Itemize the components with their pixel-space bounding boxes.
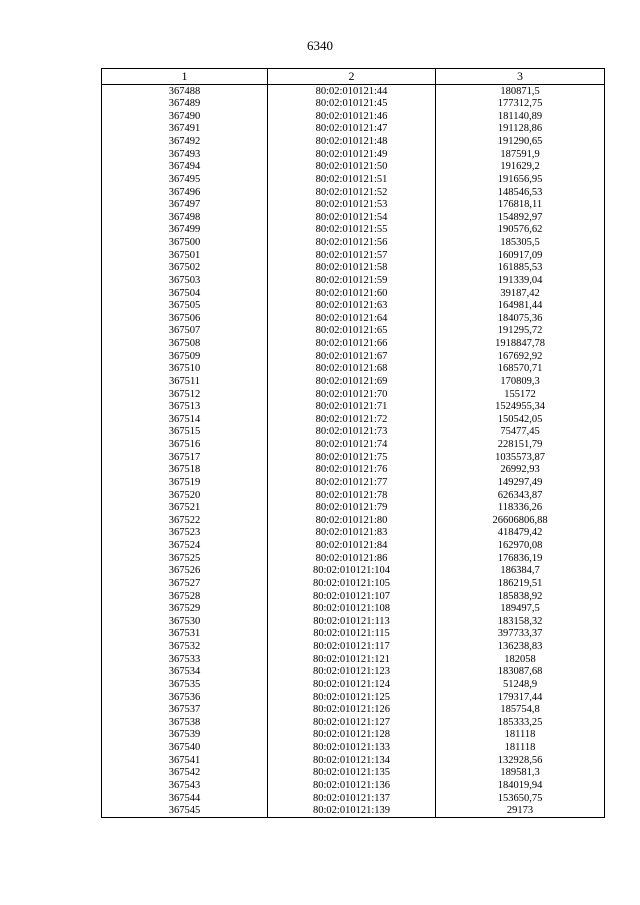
data-table xyxy=(101,68,605,818)
record-number-cell: 367533 xyxy=(102,653,268,666)
value-cell: 191629,2 xyxy=(436,161,605,174)
cadastral-number-cell: 80:02:010121:117 xyxy=(268,641,436,654)
table-row xyxy=(102,312,605,325)
table-row xyxy=(102,110,605,123)
value-cell: 168570,71 xyxy=(436,363,605,376)
cadastral-number-cell: 80:02:010121:80 xyxy=(268,514,436,527)
cadastral-number-cell: 80:02:010121:79 xyxy=(268,502,436,515)
record-number-cell: 367525 xyxy=(102,552,268,565)
cadastral-number-cell: 80:02:010121:60 xyxy=(268,287,436,300)
value-cell: 118336,26 xyxy=(436,502,605,515)
header-row xyxy=(102,69,605,85)
cadastral-number-cell: 80:02:010121:135 xyxy=(268,767,436,780)
value-cell: 148546,53 xyxy=(436,186,605,199)
value-cell: 161885,53 xyxy=(436,262,605,275)
cadastral-number-cell: 80:02:010121:128 xyxy=(268,729,436,742)
record-number-cell: 367514 xyxy=(102,413,268,426)
record-number-cell: 367543 xyxy=(102,779,268,792)
table-row xyxy=(102,691,605,704)
table-row xyxy=(102,653,605,666)
cadastral-number-cell: 80:02:010121:58 xyxy=(268,262,436,275)
value-cell: 183087,68 xyxy=(436,666,605,679)
table-row xyxy=(102,704,605,717)
value-cell: 155172 xyxy=(436,388,605,401)
table-row xyxy=(102,262,605,275)
table-row xyxy=(102,186,605,199)
table-row xyxy=(102,514,605,527)
cadastral-number-cell: 80:02:010121:107 xyxy=(268,590,436,603)
value-cell: 136238,83 xyxy=(436,641,605,654)
record-number-cell: 367520 xyxy=(102,489,268,502)
value-cell: 191295,72 xyxy=(436,325,605,338)
value-cell: 160917,09 xyxy=(436,249,605,262)
cadastral-number-cell: 80:02:010121:70 xyxy=(268,388,436,401)
table-row xyxy=(102,729,605,742)
cadastral-number-cell: 80:02:010121:49 xyxy=(268,148,436,161)
cadastral-number-cell: 80:02:010121:44 xyxy=(268,85,436,98)
value-cell: 180871,5 xyxy=(436,85,605,98)
cadastral-number-cell: 80:02:010121:83 xyxy=(268,527,436,540)
value-cell: 191656,95 xyxy=(436,173,605,186)
record-number-cell: 367529 xyxy=(102,603,268,616)
value-cell: 626343,87 xyxy=(436,489,605,502)
table-row xyxy=(102,754,605,767)
page-number: 6340 xyxy=(307,38,333,53)
table-row xyxy=(102,338,605,351)
cadastral-number-cell: 80:02:010121:124 xyxy=(268,678,436,691)
cadastral-number-cell: 80:02:010121:67 xyxy=(268,350,436,363)
cadastral-number-cell: 80:02:010121:64 xyxy=(268,312,436,325)
record-number-cell: 367499 xyxy=(102,224,268,237)
record-number-cell: 367506 xyxy=(102,312,268,325)
record-number-cell: 367523 xyxy=(102,527,268,540)
record-number-cell: 367497 xyxy=(102,199,268,212)
record-number-cell: 367517 xyxy=(102,451,268,464)
table-row xyxy=(102,767,605,780)
cadastral-number-cell: 80:02:010121:50 xyxy=(268,161,436,174)
cadastral-number-cell: 80:02:010121:66 xyxy=(268,338,436,351)
table-row xyxy=(102,742,605,755)
value-cell: 177312,75 xyxy=(436,98,605,111)
record-number-cell: 367522 xyxy=(102,514,268,527)
value-cell: 187591,9 xyxy=(436,148,605,161)
value-cell: 184075,36 xyxy=(436,312,605,325)
cadastral-number-cell: 80:02:010121:65 xyxy=(268,325,436,338)
value-cell: 191128,86 xyxy=(436,123,605,136)
value-cell: 182058 xyxy=(436,653,605,666)
value-cell: 176836,19 xyxy=(436,552,605,565)
value-cell: 181118 xyxy=(436,742,605,755)
record-number-cell: 367509 xyxy=(102,350,268,363)
table-row xyxy=(102,274,605,287)
record-number-cell: 367501 xyxy=(102,249,268,262)
record-number-cell: 367531 xyxy=(102,628,268,641)
value-cell: 1918847,78 xyxy=(436,338,605,351)
cadastral-number-cell: 80:02:010121:71 xyxy=(268,401,436,414)
cadastral-number-cell: 80:02:010121:134 xyxy=(268,754,436,767)
record-number-cell: 367524 xyxy=(102,540,268,553)
table-row xyxy=(102,552,605,565)
value-cell: 179317,44 xyxy=(436,691,605,704)
record-number-cell: 367537 xyxy=(102,704,268,717)
table-row xyxy=(102,426,605,439)
cadastral-number-cell: 80:02:010121:121 xyxy=(268,653,436,666)
table-row xyxy=(102,464,605,477)
record-number-cell: 367495 xyxy=(102,173,268,186)
cadastral-number-cell: 80:02:010121:105 xyxy=(268,577,436,590)
cadastral-number-cell: 80:02:010121:75 xyxy=(268,451,436,464)
table-row xyxy=(102,161,605,174)
header-col-2: 2 xyxy=(268,69,436,85)
cadastral-number-cell: 80:02:010121:126 xyxy=(268,704,436,717)
table-row xyxy=(102,325,605,338)
record-number-cell: 367516 xyxy=(102,439,268,452)
cadastral-number-cell: 80:02:010121:51 xyxy=(268,173,436,186)
record-number-cell: 367545 xyxy=(102,805,268,818)
value-cell: 191339,04 xyxy=(436,274,605,287)
record-number-cell: 367500 xyxy=(102,237,268,250)
value-cell: 154892,97 xyxy=(436,211,605,224)
record-number-cell: 367542 xyxy=(102,767,268,780)
value-cell: 1524955,34 xyxy=(436,401,605,414)
record-number-cell: 367512 xyxy=(102,388,268,401)
value-cell: 189497,5 xyxy=(436,603,605,616)
cadastral-number-cell: 80:02:010121:69 xyxy=(268,375,436,388)
cadastral-number-cell: 80:02:010121:125 xyxy=(268,691,436,704)
value-cell: 181140,89 xyxy=(436,110,605,123)
table-row xyxy=(102,628,605,641)
value-cell: 228151,79 xyxy=(436,439,605,452)
table-row xyxy=(102,413,605,426)
table-row xyxy=(102,249,605,262)
cadastral-number-cell: 80:02:010121:45 xyxy=(268,98,436,111)
table-row xyxy=(102,590,605,603)
record-number-cell: 367532 xyxy=(102,641,268,654)
value-cell: 51248,9 xyxy=(436,678,605,691)
table-row xyxy=(102,300,605,313)
value-cell: 185754,8 xyxy=(436,704,605,717)
value-cell: 149297,49 xyxy=(436,476,605,489)
value-cell: 170809,3 xyxy=(436,375,605,388)
value-cell: 29173 xyxy=(436,805,605,818)
value-cell: 167692,92 xyxy=(436,350,605,363)
table-row xyxy=(102,476,605,489)
table-row xyxy=(102,85,605,98)
cadastral-number-cell: 80:02:010121:104 xyxy=(268,565,436,578)
cadastral-number-cell: 80:02:010121:77 xyxy=(268,476,436,489)
table-row xyxy=(102,148,605,161)
cadastral-number-cell: 80:02:010121:73 xyxy=(268,426,436,439)
table-row xyxy=(102,641,605,654)
table-row xyxy=(102,287,605,300)
value-cell: 164981,44 xyxy=(436,300,605,313)
value-cell: 397733,37 xyxy=(436,628,605,641)
record-number-cell: 367535 xyxy=(102,678,268,691)
table-row xyxy=(102,375,605,388)
record-number-cell: 367503 xyxy=(102,274,268,287)
table-row xyxy=(102,224,605,237)
record-number-cell: 367518 xyxy=(102,464,268,477)
record-number-cell: 367528 xyxy=(102,590,268,603)
record-number-cell: 367488 xyxy=(102,85,268,98)
record-number-cell: 367490 xyxy=(102,110,268,123)
value-cell: 191290,65 xyxy=(436,136,605,149)
record-number-cell: 367541 xyxy=(102,754,268,767)
table-row xyxy=(102,615,605,628)
record-number-cell: 367489 xyxy=(102,98,268,111)
table-row xyxy=(102,603,605,616)
table-row xyxy=(102,237,605,250)
cadastral-number-cell: 80:02:010121:133 xyxy=(268,742,436,755)
cadastral-number-cell: 80:02:010121:127 xyxy=(268,716,436,729)
cadastral-number-cell: 80:02:010121:137 xyxy=(268,792,436,805)
record-number-cell: 367493 xyxy=(102,148,268,161)
value-cell: 26606806,88 xyxy=(436,514,605,527)
table-row xyxy=(102,199,605,212)
value-cell: 185838,92 xyxy=(436,590,605,603)
record-number-cell: 367510 xyxy=(102,363,268,376)
cadastral-number-cell: 80:02:010121:63 xyxy=(268,300,436,313)
record-number-cell: 367498 xyxy=(102,211,268,224)
table-row xyxy=(102,489,605,502)
value-cell: 186219,51 xyxy=(436,577,605,590)
record-number-cell: 367527 xyxy=(102,577,268,590)
table-row xyxy=(102,502,605,515)
value-cell: 184019,94 xyxy=(436,779,605,792)
record-number-cell: 367507 xyxy=(102,325,268,338)
cadastral-number-cell: 80:02:010121:52 xyxy=(268,186,436,199)
record-number-cell: 367515 xyxy=(102,426,268,439)
value-cell: 181118 xyxy=(436,729,605,742)
value-cell: 185305,5 xyxy=(436,237,605,250)
table-row xyxy=(102,350,605,363)
value-cell: 75477,45 xyxy=(436,426,605,439)
record-number-cell: 367519 xyxy=(102,476,268,489)
cadastral-number-cell: 80:02:010121:78 xyxy=(268,489,436,502)
table-row xyxy=(102,716,605,729)
cadastral-number-cell: 80:02:010121:113 xyxy=(268,615,436,628)
table-body xyxy=(102,85,605,818)
cadastral-number-cell: 80:02:010121:86 xyxy=(268,552,436,565)
record-number-cell: 367494 xyxy=(102,161,268,174)
record-number-cell: 367534 xyxy=(102,666,268,679)
table-row xyxy=(102,540,605,553)
table-row xyxy=(102,779,605,792)
cadastral-number-cell: 80:02:010121:54 xyxy=(268,211,436,224)
record-number-cell: 367538 xyxy=(102,716,268,729)
cadastral-number-cell: 80:02:010121:47 xyxy=(268,123,436,136)
record-number-cell: 367502 xyxy=(102,262,268,275)
record-number-cell: 367492 xyxy=(102,136,268,149)
cadastral-number-cell: 80:02:010121:76 xyxy=(268,464,436,477)
cadastral-number-cell: 80:02:010121:68 xyxy=(268,363,436,376)
cadastral-number-cell: 80:02:010121:115 xyxy=(268,628,436,641)
cadastral-number-cell: 80:02:010121:53 xyxy=(268,199,436,212)
cadastral-number-cell: 80:02:010121:46 xyxy=(268,110,436,123)
table-row xyxy=(102,678,605,691)
table-row xyxy=(102,805,605,818)
record-number-cell: 367526 xyxy=(102,565,268,578)
table-row xyxy=(102,451,605,464)
table-row xyxy=(102,173,605,186)
value-cell: 1035573,87 xyxy=(436,451,605,464)
value-cell: 150542,05 xyxy=(436,413,605,426)
record-number-cell: 367513 xyxy=(102,401,268,414)
value-cell: 39187,42 xyxy=(436,287,605,300)
value-cell: 189581,3 xyxy=(436,767,605,780)
table-row xyxy=(102,363,605,376)
record-number-cell: 367544 xyxy=(102,792,268,805)
table-row xyxy=(102,565,605,578)
record-number-cell: 367530 xyxy=(102,615,268,628)
record-number-cell: 367508 xyxy=(102,338,268,351)
value-cell: 186384,7 xyxy=(436,565,605,578)
value-cell: 418479,42 xyxy=(436,527,605,540)
header-col-1: 1 xyxy=(102,69,268,85)
table-row xyxy=(102,527,605,540)
record-number-cell: 367536 xyxy=(102,691,268,704)
cadastral-number-cell: 80:02:010121:57 xyxy=(268,249,436,262)
cadastral-number-cell: 80:02:010121:55 xyxy=(268,224,436,237)
table-row xyxy=(102,577,605,590)
record-number-cell: 367521 xyxy=(102,502,268,515)
cadastral-number-cell: 80:02:010121:56 xyxy=(268,237,436,250)
table-row xyxy=(102,136,605,149)
table-row xyxy=(102,792,605,805)
value-cell: 153650,75 xyxy=(436,792,605,805)
record-number-cell: 367504 xyxy=(102,287,268,300)
header-col-3: 3 xyxy=(436,69,605,85)
table-row xyxy=(102,439,605,452)
cadastral-number-cell: 80:02:010121:72 xyxy=(268,413,436,426)
value-cell: 162970,08 xyxy=(436,540,605,553)
cadastral-number-cell: 80:02:010121:74 xyxy=(268,439,436,452)
value-cell: 26992,93 xyxy=(436,464,605,477)
record-number-cell: 367496 xyxy=(102,186,268,199)
table-row xyxy=(102,401,605,414)
value-cell: 185333,25 xyxy=(436,716,605,729)
table-row xyxy=(102,98,605,111)
table-row xyxy=(102,388,605,401)
cadastral-number-cell: 80:02:010121:139 xyxy=(268,805,436,818)
value-cell: 132928,56 xyxy=(436,754,605,767)
cadastral-number-cell: 80:02:010121:123 xyxy=(268,666,436,679)
value-cell: 176818,11 xyxy=(436,199,605,212)
table-header xyxy=(102,69,605,85)
table-row xyxy=(102,666,605,679)
record-number-cell: 367505 xyxy=(102,300,268,313)
cadastral-number-cell: 80:02:010121:59 xyxy=(268,274,436,287)
value-cell: 183158,32 xyxy=(436,615,605,628)
value-cell: 190576,62 xyxy=(436,224,605,237)
cadastral-number-cell: 80:02:010121:136 xyxy=(268,779,436,792)
record-number-cell: 367540 xyxy=(102,742,268,755)
record-number-cell: 367539 xyxy=(102,729,268,742)
table-row xyxy=(102,211,605,224)
cadastral-number-cell: 80:02:010121:108 xyxy=(268,603,436,616)
cadastral-number-cell: 80:02:010121:84 xyxy=(268,540,436,553)
table-row xyxy=(102,123,605,136)
record-number-cell: 367491 xyxy=(102,123,268,136)
cadastral-number-cell: 80:02:010121:48 xyxy=(268,136,436,149)
record-number-cell: 367511 xyxy=(102,375,268,388)
